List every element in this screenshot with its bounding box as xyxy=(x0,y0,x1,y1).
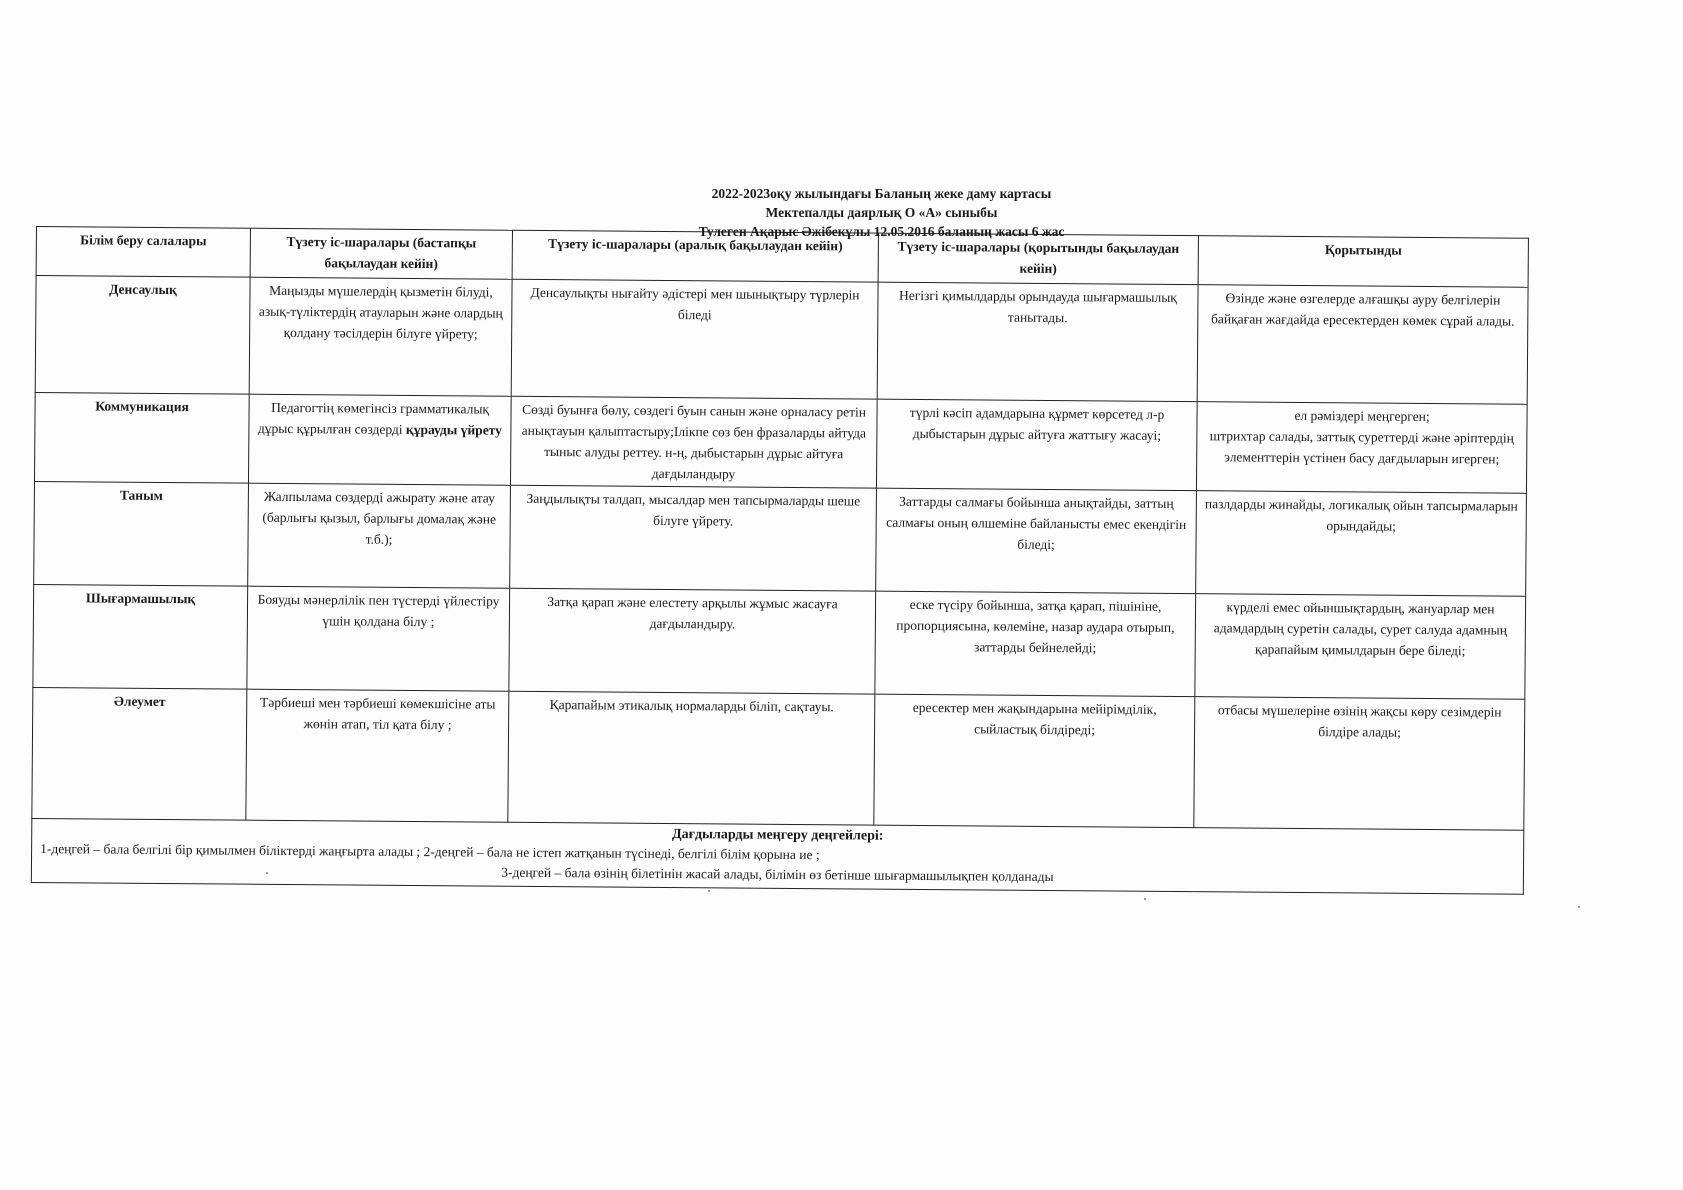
intermediate-cell: Заңдылықты талдап, мысалдар мен тапсырмаларды шеше білуге үйрету. xyxy=(510,485,877,591)
table-row xyxy=(34,392,1527,493)
table-row xyxy=(34,481,1527,596)
conclusion-cell: Өзінде және өзгелерде алғашқы ауру белгілерін байқаған жағдайда ересектерден көмек сұрай алады. xyxy=(1197,285,1528,405)
conclusion-cell xyxy=(1196,402,1527,494)
skill-levels-title: Дағдыларды меңгеру деңгейлері: xyxy=(671,827,884,844)
title-line-class: Мектепалды даярлық О «А» сыныбы xyxy=(765,205,998,220)
conclusion-cell: күрделі емес ойыншықтардың, жануарлар мен адамдардың суретін салады, сурет салуда адамның қарапайым қимылдарын бере біледі; xyxy=(1195,594,1526,700)
area-cell: Коммуникация xyxy=(34,392,249,483)
area-cell: Таным xyxy=(34,481,249,586)
intermediate-cell: Затқа қарап және елестету арқылы жұмыс жасауға дағдыландыру. xyxy=(509,588,876,694)
conclusion-cell: отбасы мүшелеріне өзінің жақсы көру сезімдерін білдіре алады; xyxy=(1194,697,1525,831)
area-cell: Әлеумет xyxy=(32,687,247,820)
final-cell: Заттарды салмағы бойынша анықтайды, заттың салмағы оның өлшеміне байланысты емес екендігін біледі; xyxy=(876,488,1197,594)
scan-speck xyxy=(1144,898,1146,900)
title-line-child: Тулеген Ақарыс Әжібекұлы 12.05.2016 баланың жасы 6 жас xyxy=(698,224,1065,239)
title-line-year: 2022-2023оқу жылындағы Баланың жеке даму картасы xyxy=(711,186,1052,201)
initial-bold-text: құрауды үйрету xyxy=(405,421,502,438)
development-card-sheet xyxy=(31,226,1528,895)
initial-cell xyxy=(248,394,511,485)
table-row xyxy=(33,584,1526,699)
initial-cell: Жалпылама сөздерді ажырату және атау (барлығы қызыл, барлығы домалақ және т.б.); xyxy=(248,483,511,588)
area-cell: Шығармашылық xyxy=(33,584,248,689)
initial-cell: Тәрбиеші мен тәрбиеші көмекшісіне аты жөнін атап, тіл қата білу ; xyxy=(246,689,509,822)
final-cell: түрлі кәсіп адамдарына құрмет көрсетед л-р дыбыстарын дұрыс айтуға жаттығу жасауі; xyxy=(876,399,1197,491)
initial-cell: Маңызды мүшелердің қызметін білуді, азық-түліктердің атауларын және олардың қолдану тәсілдерін білуге үйрету; xyxy=(249,277,512,396)
skill-levels-line-1: 1-деңгей – бала белгілі бір қимылмен біліктерді жаңғырта алады ; 2-деңгей – бала не істеп жатқанын түсінеді, белгілі білім қорына ие ; xyxy=(40,841,820,863)
footer-row xyxy=(31,818,1523,894)
header-final: Түзету іс-шаралары (қорытынды бақылаудан кейін) xyxy=(878,233,1198,285)
scan-speck xyxy=(266,872,268,874)
development-table xyxy=(31,226,1529,895)
intermediate-cell: Қарапайым этикалық нормаларды біліп, сақтауы. xyxy=(508,691,875,825)
header-conclusion: Қорытынды xyxy=(1198,236,1528,288)
header-initial: Түзету іс-шаралары (бастапқы бақылаудан кейін) xyxy=(250,228,512,279)
area-cell: Денсаулық xyxy=(35,276,250,395)
scan-speck xyxy=(1578,906,1580,908)
conclusion-line: штрихтар салады, заттық суреттерді және әріптердің элементтерін үстінен басу дағдыларын игерген; xyxy=(1209,428,1514,467)
table-row xyxy=(35,276,1528,405)
skill-levels-cell xyxy=(31,818,1523,894)
intermediate-cell: Денсаулықты нығайту әдістері мен шынықтыру түрлерін біледі xyxy=(511,279,878,399)
header-areas: Білім беру салалары xyxy=(36,227,250,278)
conclusion-cell: пазлдарды жинайды, логикалық ойын тапсырмаларын орындайды; xyxy=(1196,491,1527,597)
final-cell: еске түсіру бойынша, затқа қарап, пішініне, пропорциясына, көлеміне, назар аудара отырып, заттарды бейнелейді; xyxy=(875,591,1196,697)
intermediate-cell: Сөзді буынға бөлу, сөздегі буын санын және орналасу ретін анықтауын қалыптастыру;Ілікпе сөз бен фразаларды айтуда тыныс алуды реттеу. н-ң, дыбыстарын дұрыс айтуға дағдыландыру xyxy=(510,396,877,488)
conclusion-line: ел рәміздері меңгерген; xyxy=(1294,407,1430,424)
initial-cell: Бояуды мәнерлілік пен түстерді үйлестіру үшін қолдана білу ; xyxy=(247,586,510,691)
initial-text: Педагогтің көмегінсіз грамматикалық дұрыс құрылған сөздерді xyxy=(257,399,490,437)
table-row xyxy=(32,687,1525,830)
final-cell: Негізгі қимылдарды орындауда шығармашылық танытады. xyxy=(877,282,1198,402)
header-intermediate: Түзету іс-шаралары (аралық бақылаудан кейін) xyxy=(512,230,878,282)
final-cell: ересектер мен жақындарына мейірімділік, сыйластық білдіреді; xyxy=(874,694,1195,828)
skill-levels-line-2: 3-деңгей – бала өзінің білетінін жасай алады, білімін өз бетінше шығармашылықпен қолданады xyxy=(501,864,1054,885)
scan-speck xyxy=(708,890,710,892)
